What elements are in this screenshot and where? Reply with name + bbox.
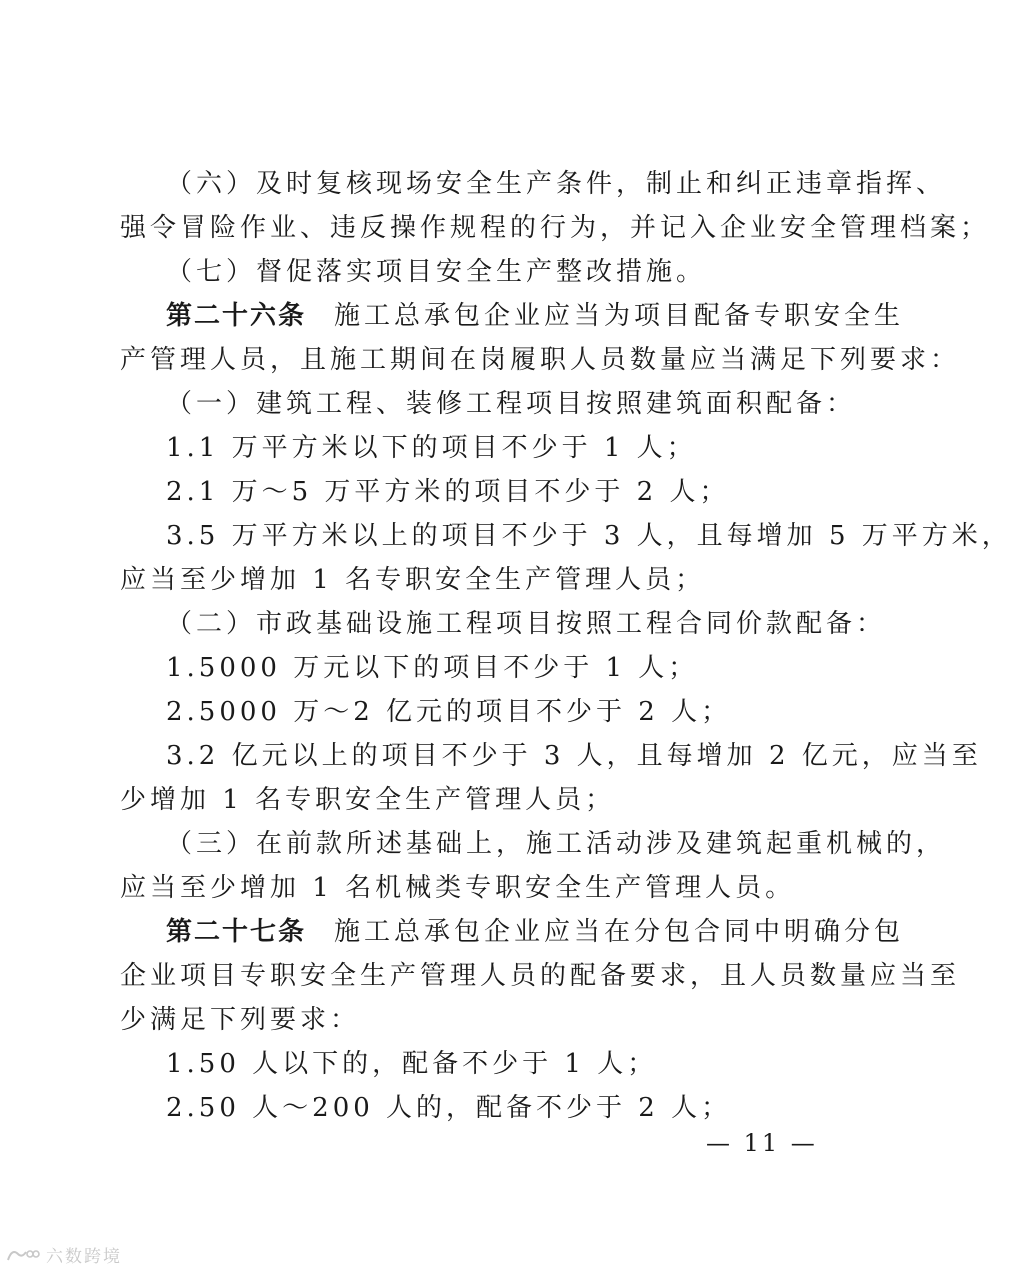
paragraph-line: 应当至少增加 1 名专职安全生产管理人员； bbox=[120, 565, 706, 595]
page-number: — 11 — bbox=[706, 1129, 818, 1157]
article-26-heading: 第二十六条 bbox=[166, 301, 307, 331]
article-27-first-line bbox=[166, 915, 904, 949]
paragraph-line: 1.50 人以下的，配备不少于 1 人； bbox=[166, 1049, 658, 1079]
article-27-text: 施工总承包企业应当在分包合同中明确分包 bbox=[334, 917, 905, 947]
paragraph-line: 2.50 人～200 人的，配备不少于 2 人； bbox=[166, 1093, 732, 1123]
watermark bbox=[6, 1242, 122, 1267]
article-27-heading: 第二十七条 bbox=[166, 917, 307, 947]
paragraph-line: （二）市政基础设施工程项目按照工程合同价款配备： bbox=[166, 609, 887, 639]
paragraph-line: 企业项目专职安全生产管理人员的配备要求，且人员数量应当至 bbox=[120, 961, 961, 991]
watermark-logo-icon bbox=[6, 1246, 40, 1264]
paragraph-line: （七）督促落实项目安全生产整改措施。 bbox=[166, 257, 707, 287]
paragraph-line: 产管理人员，且施工期间在岗履职人员数量应当满足下列要求： bbox=[120, 345, 961, 375]
paragraph-line: （三）在前款所述基础上，施工活动涉及建筑起重机械的， bbox=[166, 829, 947, 859]
paragraph-line: 1.5000 万元以下的项目不少于 1 人； bbox=[166, 653, 699, 683]
paragraph-line: 1.1 万平方米以下的项目不少于 1 人； bbox=[166, 433, 697, 463]
paragraph-line: 少增加 1 名专职安全生产管理人员； bbox=[120, 785, 616, 815]
paragraph-line: （一）建筑工程、装修工程项目按照建筑面积配备： bbox=[166, 389, 857, 419]
paragraph-line: 强令冒险作业、违反操作规程的行为，并记入企业安全管理档案； bbox=[120, 213, 991, 243]
paragraph-line: 3.5 万平方米以上的项目不少于 3 人，且每增加 5 万平方米， bbox=[166, 521, 1012, 551]
paragraph-line: 2.5000 万～2 亿元的项目不少于 2 人； bbox=[166, 697, 732, 727]
paragraph-line: 少满足下列要求： bbox=[120, 1005, 361, 1035]
paragraph-line: 2.1 万～5 万平方米的项目不少于 2 人； bbox=[166, 477, 730, 507]
article-26-first-line bbox=[166, 299, 904, 333]
paragraph-line: 3.2 亿元以上的项目不少于 3 人，且每增加 2 亿元，应当至 bbox=[166, 741, 982, 771]
watermark-text: 六数跨境 bbox=[46, 1247, 122, 1267]
paragraph-line: 应当至少增加 1 名机械类专职安全生产管理人员。 bbox=[120, 873, 796, 903]
paragraph-line: （六）及时复核现场安全生产条件，制止和纠正违章指挥、 bbox=[166, 169, 947, 199]
article-26-text: 施工总承包企业应当为项目配备专职安全生 bbox=[334, 301, 905, 331]
